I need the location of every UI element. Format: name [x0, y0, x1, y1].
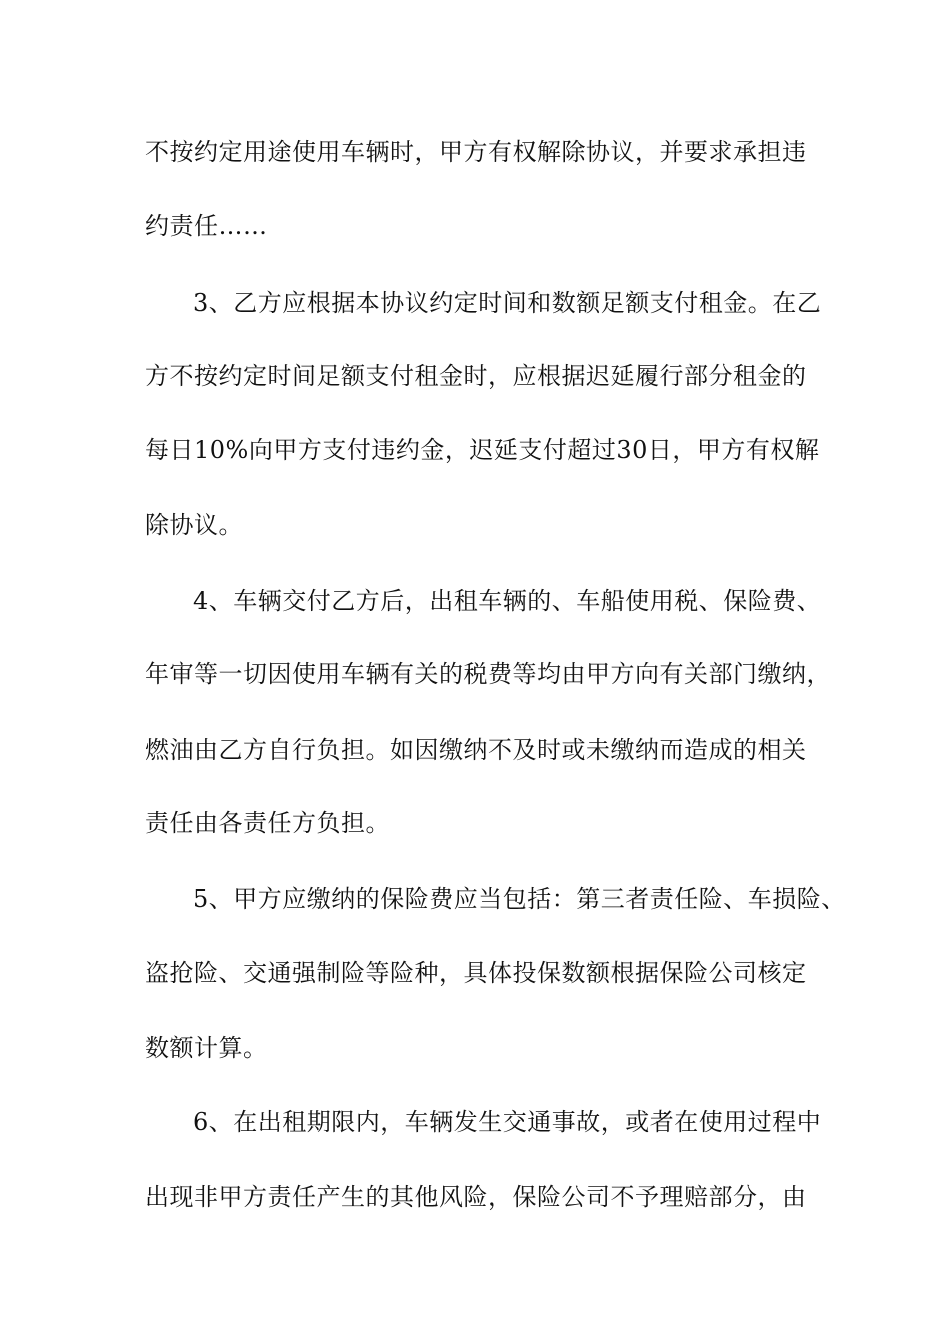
text-line: 约责任…… — [145, 212, 268, 240]
paragraph-start-4: 4、车辆交付乙方后，出租车辆的、车船使用税、保险费、 — [193, 587, 822, 615]
paragraph-start-5: 5、甲方应缴纳的保险费应当包括：第三者责任险、车损险、 — [193, 885, 846, 913]
text-line: 除协议。 — [145, 511, 243, 539]
text-line: 数额计算。 — [145, 1034, 268, 1062]
text-line: 每日10%向甲方支付违约金，迟延支付超过30日，甲方有权解 — [145, 436, 820, 464]
text-line: 责任由各责任方负担。 — [145, 809, 390, 837]
text-line: 年审等一切因使用车辆有关的税费等均由甲方向有关部门缴纳， — [145, 660, 831, 688]
text-line: 燃油由乙方自行负担。如因缴纳不及时或未缴纳而造成的相关 — [145, 736, 807, 764]
text-line: 不按约定用途使用车辆时，甲方有权解除协议，并要求承担违 — [145, 138, 807, 166]
text-line: 方不按约定时间足额支付租金时，应根据迟延履行部分租金的 — [145, 362, 807, 390]
paragraph-start-3: 3、乙方应根据本协议约定时间和数额足额支付租金。在乙 — [193, 289, 822, 317]
text-line: 出现非甲方责任产生的其他风险，保险公司不予理赔部分，由 — [145, 1183, 807, 1211]
text-line: 盗抢险、交通强制险等险种，具体投保数额根据保险公司核定 — [145, 959, 807, 987]
paragraph-start-6: 6、在出租期限内，车辆发生交通事故，或者在使用过程中 — [193, 1108, 822, 1136]
